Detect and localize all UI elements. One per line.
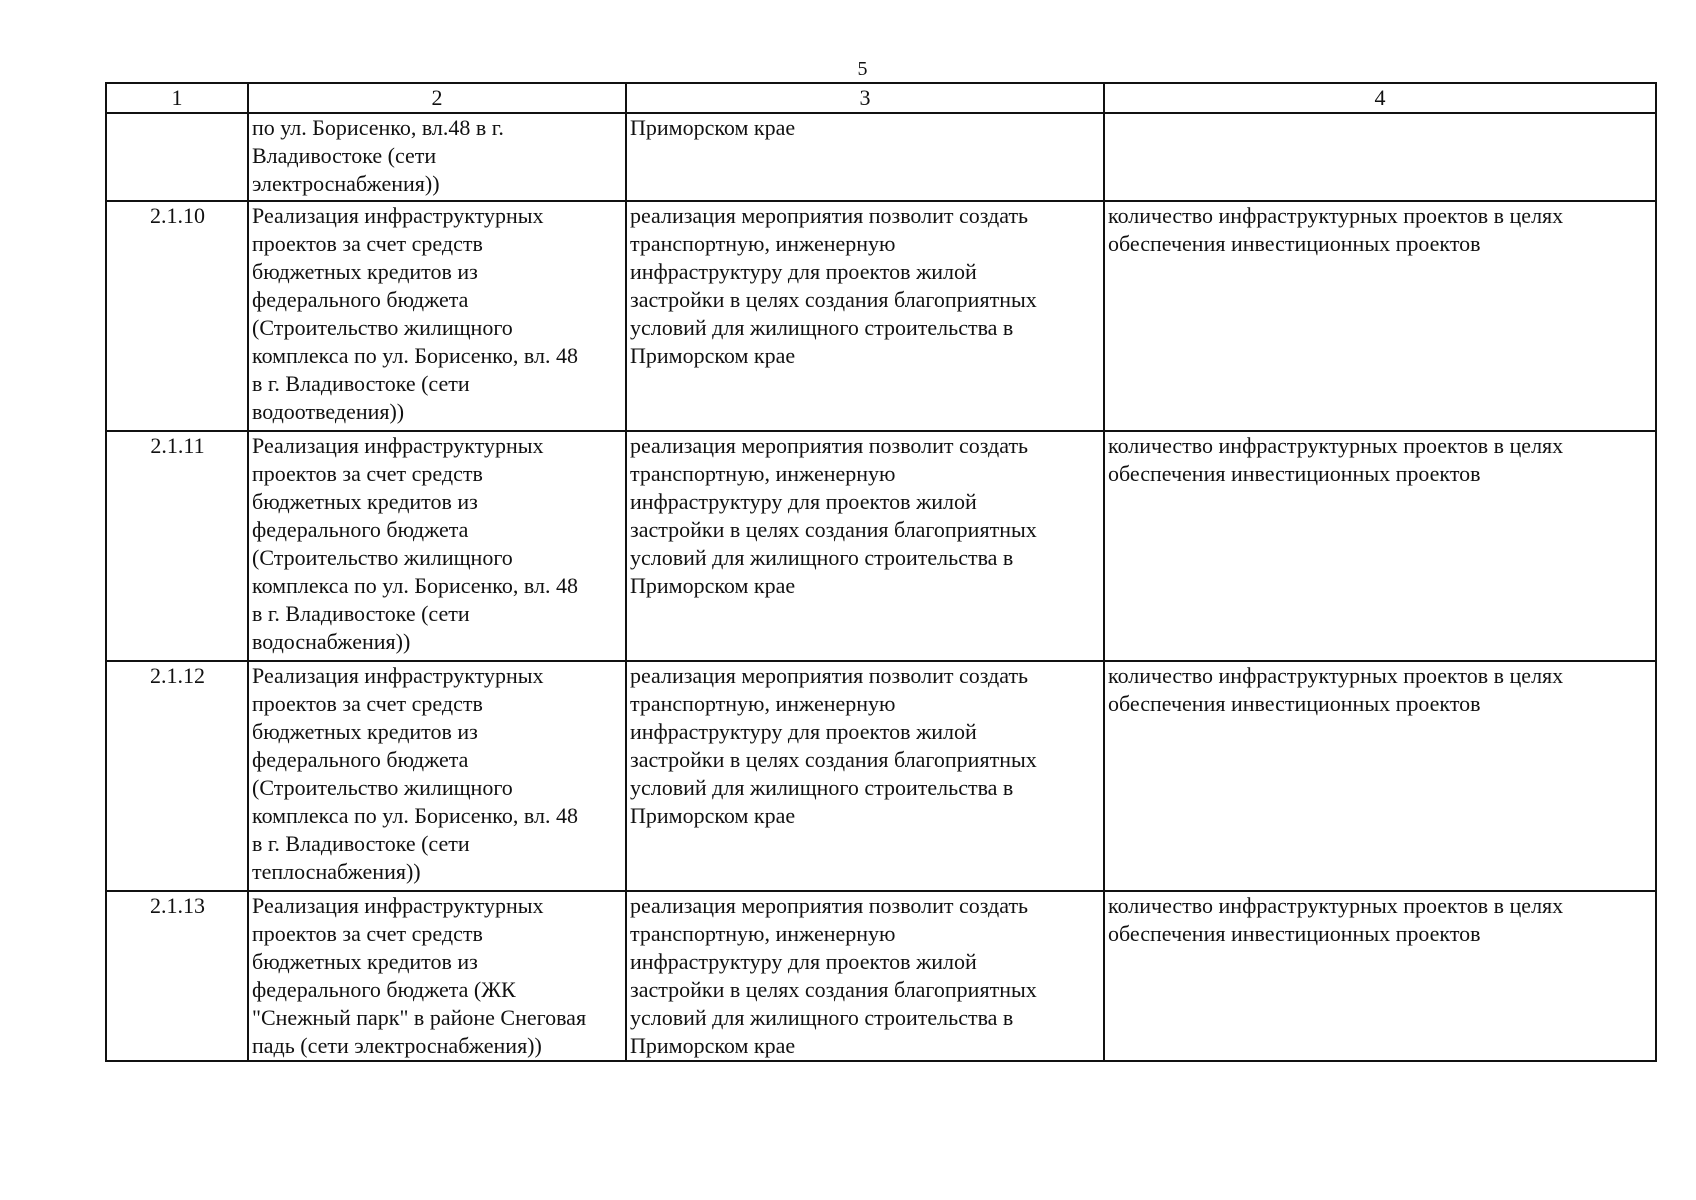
measure-name-cell: Реализация инфраструктурных проектов за счет средств бюджетных кредитов из федерального бюджета (Строительство жилищного комплекса по ул. Борисенко, вл. 48 в г. Владивостоке (сети водоотведения)) [248,201,626,431]
measure-name-cell: Реализация инфраструктурных проектов за счет средств бюджетных кредитов из федерального бюджета (Строительство жилищного комплекса по ул. Борисенко, вл. 48 в г. Владивостоке (сети водоснабжения)) [248,431,626,661]
column-header: 2 [248,83,626,113]
expected-result-cell: реализация мероприятия позволит создать транспортную, инженерную инфраструктуру для проектов жилой застройки в целях создания благоприятных условий для жилищного строительства в Приморском крае [626,201,1104,431]
measure-name-cell: по ул. Борисенко, вл.48 в г. Владивостоке (сети электроснабжения)) [248,113,626,201]
indicator-cell [1104,113,1656,201]
expected-result-cell: реализация мероприятия позволит создать транспортную, инженерную инфраструктуру для проектов жилой застройки в целях создания благоприятных условий для жилищного строительства в Приморском крае [626,661,1104,891]
expected-result-cell: реализация мероприятия позволит создать транспортную, инженерную инфраструктуру для проектов жилой застройки в целях создания благоприятных условий для жилищного строительства в Приморском крае [626,431,1104,661]
item-number-cell: 2.1.11 [106,431,248,661]
measure-name-cell: Реализация инфраструктурных проектов за счет средств бюджетных кредитов из федерального бюджета (Строительство жилищного комплекса по ул. Борисенко, вл. 48 в г. Владивостоке (сети теплоснабжения)) [248,661,626,891]
item-number-cell: 2.1.12 [106,661,248,891]
indicator-cell: количество инфраструктурных проектов в целях обеспечения инвестиционных проектов [1104,201,1656,431]
expected-result-cell: реализация мероприятия позволит создать транспортную, инженерную инфраструктуру для проектов жилой застройки в целях создания благоприятных условий для жилищного строительства в Приморском крае [626,891,1104,1061]
page-number: 5 [857,58,868,80]
measure-name-cell: Реализация инфраструктурных проектов за счет средств бюджетных кредитов из федерального бюджета (ЖК "Снежный парк" в районе Снеговая падь (сети электроснабжения)) [248,891,626,1061]
column-header: 1 [106,83,248,113]
indicator-cell: количество инфраструктурных проектов в целях обеспечения инвестиционных проектов [1104,891,1656,1061]
table-row [106,661,1656,891]
expected-result-cell: Приморском крае [626,113,1104,201]
item-number-cell: 2.1.13 [106,891,248,1061]
column-number-row [106,83,1656,113]
table-row [106,113,1656,201]
table-row [106,431,1656,661]
indicator-cell: количество инфраструктурных проектов в целях обеспечения инвестиционных проектов [1104,431,1656,661]
column-header: 3 [626,83,1104,113]
indicator-cell: количество инфраструктурных проектов в целях обеспечения инвестиционных проектов [1104,661,1656,891]
column-header: 4 [1104,83,1656,113]
item-number-cell [106,113,248,201]
table-row [106,891,1656,1061]
table-row [106,201,1656,431]
measures-table [105,82,1657,1062]
item-number-cell: 2.1.10 [106,201,248,431]
